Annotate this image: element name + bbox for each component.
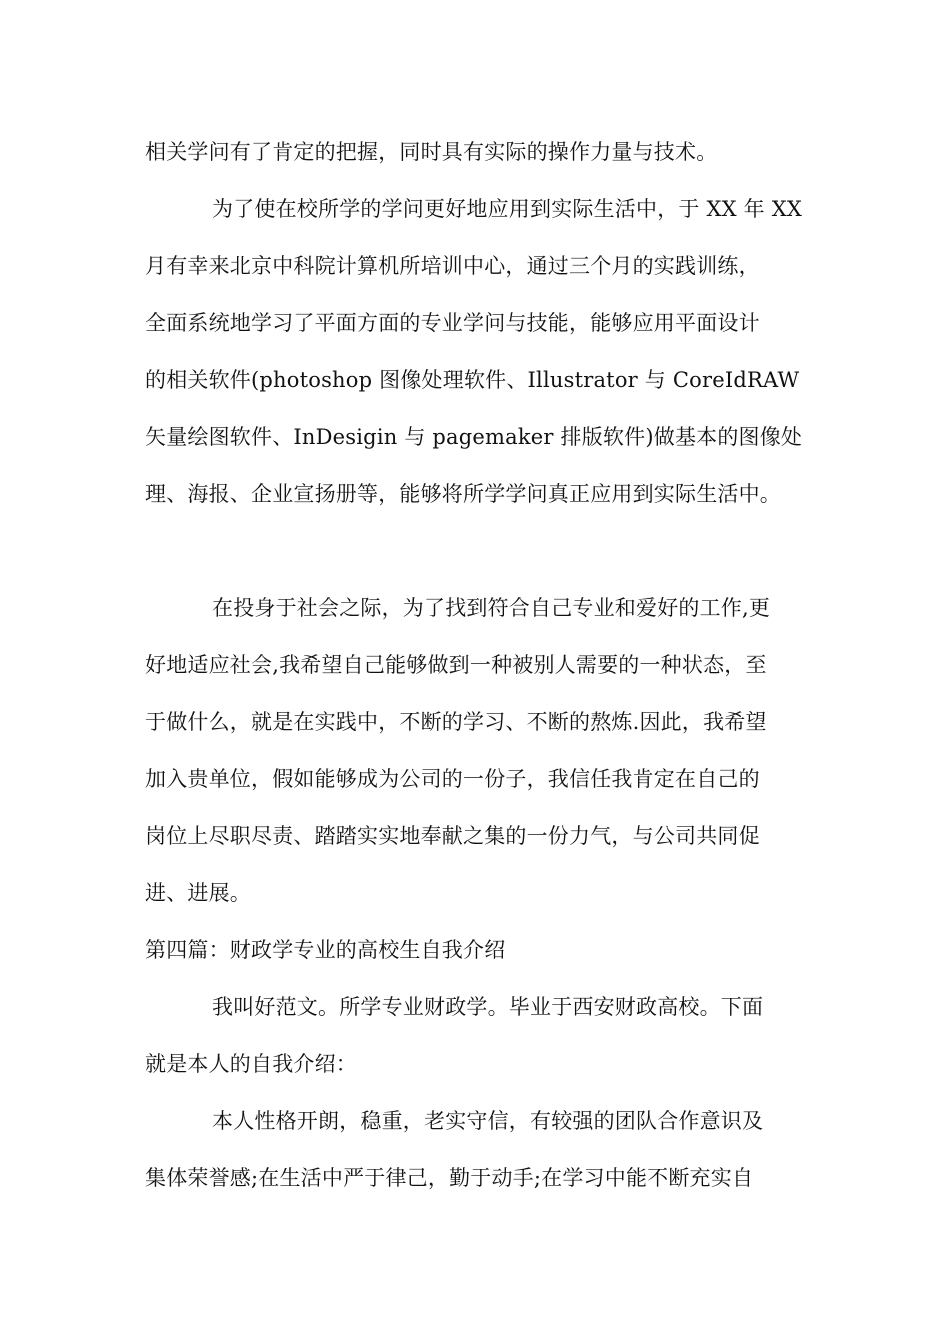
text-line: 好地适应社会,我希望自己能够做到一种被别人需要的一种状态，至 <box>145 653 767 677</box>
text-line: 进、进展。 <box>145 881 251 905</box>
paragraph-first-line: 我叫好范文。所学专业财政学。毕业于西安财政高校。下面 <box>212 995 764 1019</box>
text-line: 加入贵单位，假如能够成为公司的一份子，我信任我肯定在自己的 <box>145 767 760 791</box>
text-line: 集体荣誉感;在生活中严于律己，勤于动手;在学习中能不断充实自 <box>145 1166 754 1190</box>
section-heading: 第四篇：财政学专业的高校生自我介绍 <box>145 938 506 962</box>
text-line: 理、海报、企业宣扬册等，能够将所学学问真正应用到实际生活中。 <box>145 482 781 506</box>
text-line: 相关学问有了肯定的把握，同时具有实际的操作力量与技术。 <box>145 140 718 164</box>
paragraph-first-line: 为了使在校所学的学问更好地应用到实际生活中，于 XX 年 XX <box>212 197 803 221</box>
paragraph-first-line: 本人性格开朗，稳重，老实守信，有较强的团队合作意识及 <box>212 1109 764 1133</box>
text-line: 的相关软件(photoshop 图像处理软件、Illustrator 与 CoreIdRAW <box>145 368 800 392</box>
text-line: 就是本人的自我介绍： <box>145 1052 357 1076</box>
text-line: 月有幸来北京中科院计算机所培训中心，通过三个月的实践训练， <box>145 254 760 278</box>
paragraph-first-line: 在投身于社会之际，为了找到符合自己专业和爱好的工作,更 <box>212 596 771 620</box>
text-line: 全面系统地学习了平面方面的专业学问与技能，能够应用平面设计 <box>145 311 760 335</box>
text-line: 于做什么，就是在实践中，不断的学习、不断的熬炼.因此，我希望 <box>145 710 767 734</box>
text-line: 矢量绘图软件、InDesigin 与 pagemaker 排版软件)做基本的图像处 <box>145 425 803 449</box>
text-line: 岗位上尽职尽责、踏踏实实地奉献之集的一份力气，与公司共同促 <box>145 824 760 848</box>
